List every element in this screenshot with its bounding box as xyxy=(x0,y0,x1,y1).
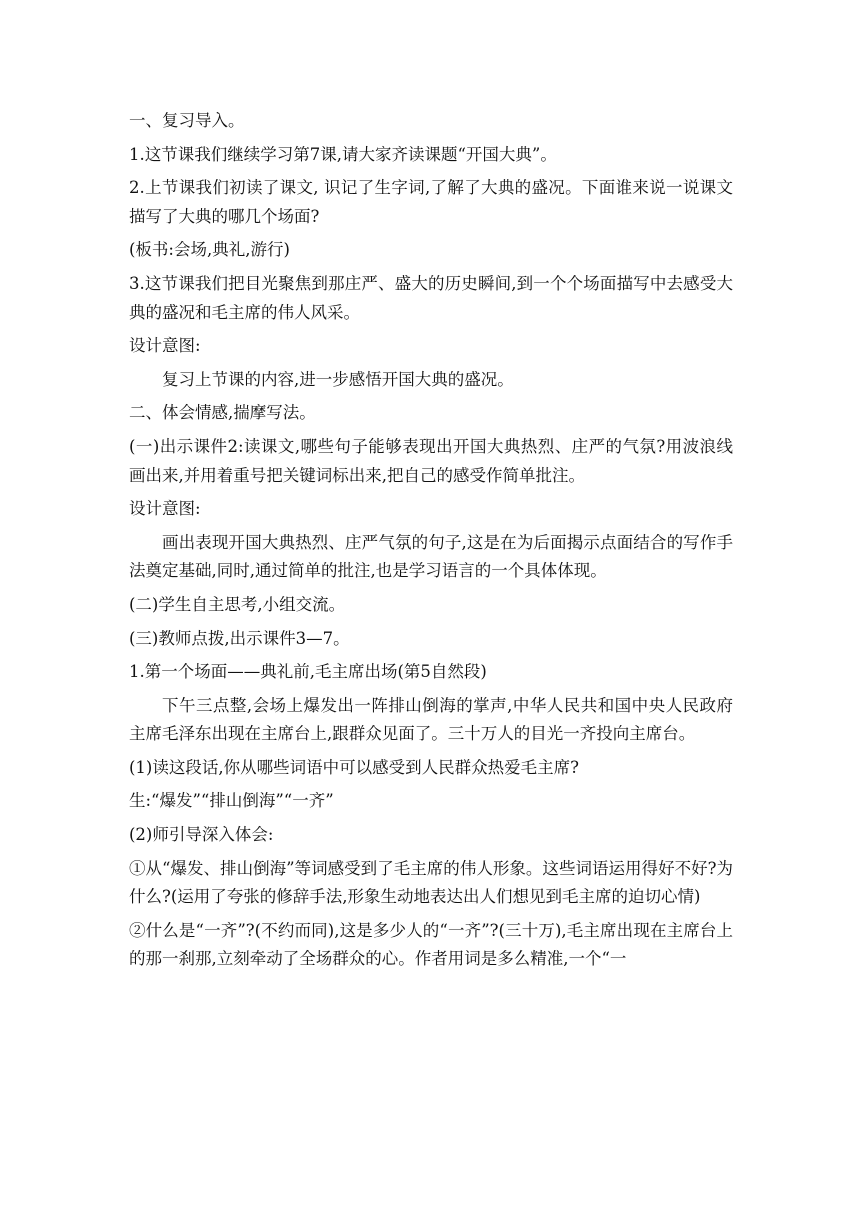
question-1: (1)读这段话,你从哪些词语中可以感受到人民群众热爱毛主席? xyxy=(129,757,579,777)
question-2: (2)师引导深入体会: xyxy=(129,825,274,845)
scene-heading-1: 1.第一个场面——典礼前,毛主席出场(第5自然段) xyxy=(129,662,487,682)
analysis-point-1: ①从“爆发、排山倒海”等词感受到了毛主席的伟人形象。这些词语运用得好不好?为什么?(运用了夸张的修辞手法,形象生动地表达出人们想见到毛主席的迫切心情) xyxy=(129,858,733,907)
design-intent-label: 设计意图: xyxy=(129,336,201,356)
design-intent-label: 设计意图: xyxy=(129,499,201,519)
paragraph-step-3: 3.这节课我们把目光聚焦到那庄严、盛大的历史瞬间,到一个个场面描写中去感受大典的盛况和毛主席的伟人风采。 xyxy=(129,273,733,322)
paragraph-step-2: 2.上节课我们初读了课文, 识记了生字词,了解了大典的盛况。下面谁来说一说课文描写了大典的哪几个场面? xyxy=(129,178,733,226)
document-page xyxy=(129,107,733,979)
design-intent-text: 复习上节课的内容,进一步感悟开国大典的盛况。 xyxy=(162,369,514,389)
quoted-passage: 下午三点整,会场上爆发出一阵排山倒海的掌声,中华人民共和国中央人民政府主席毛泽东出现在主席台上,跟群众见面了。三十万人的目光一齐投向主席台。 xyxy=(129,695,733,744)
paragraph-group-discussion: (二)学生自主思考,小组交流。 xyxy=(129,594,346,614)
blackboard-note: (板书:会场,典礼,游行) xyxy=(129,240,290,260)
paragraph-step-1: 1.这节课我们继续学习第7课,请大家齐读课题“开国大典”。 xyxy=(129,144,557,164)
section-heading-review: 一、复习导入。 xyxy=(129,111,245,130)
paragraph-courseware-2: (一)出示课件2:读课文,哪些句子能够表现出开国大典热烈、庄严的气氛?用波浪线画出来,并用着重号把关键词标出来,把自己的感受作简单批注。 xyxy=(129,436,733,485)
section-heading-emotion: 二、体会情感,揣摩写法。 xyxy=(129,403,316,423)
design-intent-text: 画出表现开国大典热烈、庄严气氛的句子,这是在为后面揭示点面结合的写作手法奠定基础,同时,通过简单的批注,也是学习语言的一个具体体现。 xyxy=(129,532,733,581)
analysis-point-2: ②什么是“一齐”?(不约而同),这是多少人的“一齐”?(三十万),毛主席出现在主席台上的那一刹那,立刻牵动了全场群众的心。作者用词是多么精准,一个“一 xyxy=(129,920,733,969)
student-answer: 生:“爆发”“排山倒海”“一齐” xyxy=(129,791,334,811)
paragraph-teacher-guidance: (三)教师点拨,出示课件3—7。 xyxy=(129,628,350,648)
